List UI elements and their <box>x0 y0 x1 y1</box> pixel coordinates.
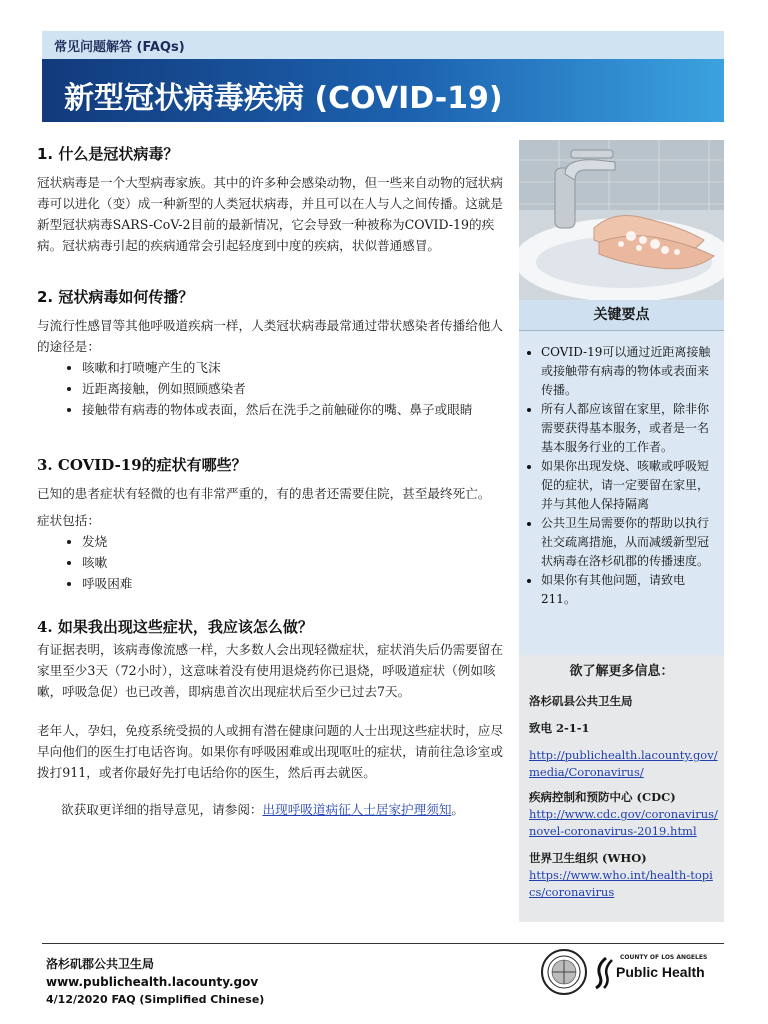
list-item: • 咳嗽 <box>82 552 505 573</box>
header-banner <box>42 59 724 122</box>
main-content <box>37 143 505 820</box>
q3-body: 已知的患者症状有轻微的也有非常严重的，有的患者还需要住院，甚至最终死亡。 <box>37 486 491 501</box>
contacts-list <box>529 693 719 901</box>
contact-link[interactable]: http://publichealth.lacounty.gov/media/Coronavirus/ <box>529 748 718 779</box>
contact-link[interactable]: https://www.who.int/health-topics/coronavirus <box>529 868 713 899</box>
list-item: • 咳嗽和打喷嚏产生的飞沫 <box>82 357 505 378</box>
list-item: • 接触带有病毒的物体或表面，然后在洗手之前触碰你的嘴、鼻子或眼睛 <box>82 399 505 420</box>
key-points-list <box>519 343 711 609</box>
page-title: 新型冠状病毒疾病 (COVID-19) <box>64 81 503 116</box>
guidance-prefix: 欲获取更详细的指导意见，请参阅： <box>61 802 263 817</box>
more-info-title: 欲了解更多信息： <box>569 664 674 679</box>
guidance-suffix: 。 <box>451 802 464 817</box>
list-item: • 公共卫生局需要你的帮助以执行社交疏离措施，从而减缓新型冠状病毒在洛杉矶郡的传播速度。 <box>541 514 711 571</box>
q4-body-2: 老年人，孕妇，免疫系统受损的人或拥有潜在健康问题的人士出现这些症状时，应尽早向他们的医生打电话咨询。如果你有呼吸困难或出现呕吐的症状，请前往急诊室或拨打911，或者你最好先打电话给你的医生，然后再去就医。 <box>37 723 503 780</box>
contact-link[interactable]: http://www.cdc.gov/coronavirus/novel-coronavirus-2019.html <box>529 807 718 838</box>
footer-url: www.publichealth.lacounty.gov <box>46 975 259 989</box>
footer-date: 4/12/2020 FAQ (Simplified Chinese) <box>46 993 265 1006</box>
contact-org: 疾病控制和预防中心 (CDC) <box>529 790 676 804</box>
key-points-box <box>519 300 724 655</box>
sidebar <box>519 140 724 922</box>
q2-heading: 2. 冠状病毒如何传播？ <box>37 288 194 306</box>
contact-phone: 致电 2-1-1 <box>529 721 590 735</box>
footer-org: 洛杉矶郡公共卫生局 <box>46 957 155 971</box>
public-health-logo <box>592 952 708 992</box>
list-item: • 如果你出现发烧、咳嗽或呼吸短促的症状，请一定要留在家里，并与其他人保持隔离 <box>541 457 711 514</box>
logo-county-text: COUNTY OF LOS ANGELES <box>620 954 708 961</box>
handwashing-image <box>519 140 724 300</box>
footer-divider <box>42 943 724 944</box>
guidance-link[interactable]: 出现呼吸道病征人士居家护理须知 <box>262 802 452 817</box>
county-seal-icon <box>540 948 588 996</box>
list-item: • 所有人都应该留在家里，除非你需要获得基本服务，或者是一名基本服务行业的工作者。 <box>541 400 711 457</box>
symptoms-label: 症状包括： <box>37 513 100 528</box>
q4-heading: 4. 如果我出现这些症状，我应该怎么做？ <box>37 618 313 636</box>
list-item: • 如果你有其他问题，请致电211。 <box>541 571 711 609</box>
q1-heading: 1. 什么是冠状病毒？ <box>37 145 179 163</box>
logo-text: Public Health <box>616 964 705 980</box>
contact-org: 世界卫生组织 (WHO) <box>529 851 647 865</box>
header-tab <box>42 31 724 59</box>
key-points-title: 关键要点 <box>519 300 724 331</box>
list-item: • 发烧 <box>82 531 505 552</box>
list-item: • COVID-19可以通过近距离接触或接触带有病毒的物体或表面来传播。 <box>541 343 711 400</box>
guidance-line <box>37 799 505 820</box>
contact-org: 洛杉矶县公共卫生局 <box>529 694 633 708</box>
q1-body: 冠状病毒是一个大型病毒家族。其中的许多种会感染动物，但一些来自动物的冠状病毒可以进化（变）成一种新型的人类冠状病毒，并且可以在人与人之间传播。这就是新型冠状病毒SARS-CoV-2目前的最新情况，它会导致一种被称为COVID-19的疾病。冠状病毒引起的疾病通常会引起轻度到中度的疾病，状似普通感冒。 <box>37 175 503 253</box>
logo-mark-icon <box>592 956 614 990</box>
faq-label: 常见问题解答 (FAQs) <box>54 40 185 55</box>
q4-body-1: 有证据表明，该病毒像流感一样，大多数人会出现轻微症状，症状消失后仍需要留在家里至少3天（72小时），这意味着没有使用退烧药你已退烧，呼吸道症状（例如咳嗽，呼吸急促）也已改善，即病患首次出现症状后至少已过去7天。 <box>37 642 503 699</box>
q3-heading: 3. COVID-19的症状有哪些？ <box>37 456 247 474</box>
list-item: • 近距离接触，例如照顾感染者 <box>82 378 505 399</box>
footer <box>46 955 264 1009</box>
q2-intro: 与流行性感冒等其他呼吸道疾病一样，人类冠状病毒最常通过带状感染者传播给他人的途径是： <box>37 318 503 354</box>
list-item: • 呼吸困难 <box>82 573 505 594</box>
q2-list <box>37 357 505 420</box>
symptom-list <box>37 531 505 594</box>
